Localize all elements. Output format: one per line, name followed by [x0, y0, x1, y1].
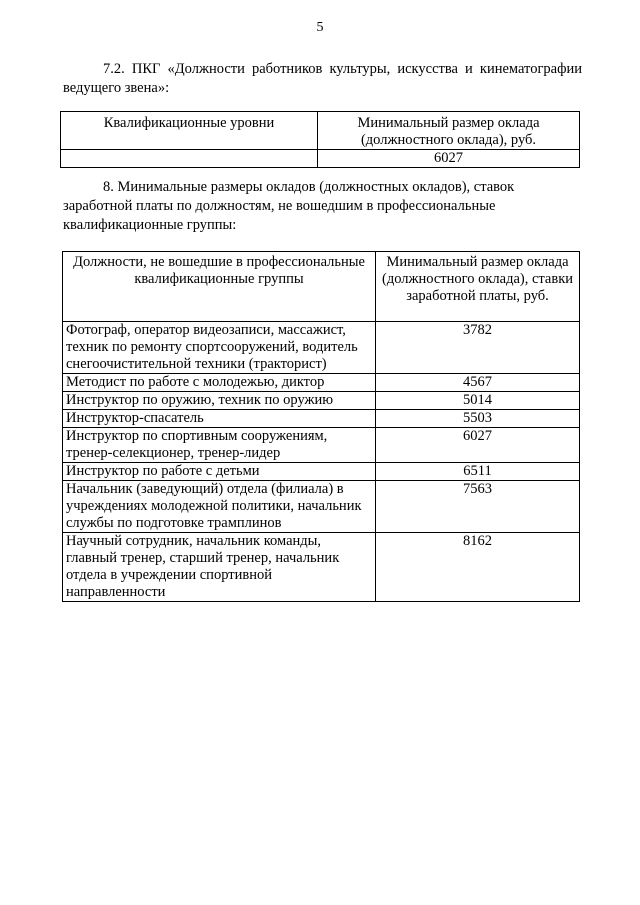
section-8-line: квалификационные группы:: [63, 217, 237, 233]
table-row: [63, 410, 580, 428]
table-row: [63, 374, 580, 392]
header-min-salary: Минимальный размер оклада (должностного оклада), руб.: [318, 112, 580, 150]
salary-cell: 5014: [376, 392, 580, 410]
position-cell: Инструктор по спортивным сооружениям, тренер-селекционер, тренер-лидер: [63, 428, 376, 463]
section-7-2-heading: 7.2. ПКГ «Должности работников культуры, искусства и кинематографии ведущего звена»:: [63, 61, 582, 96]
position-cell: Инструктор по оружию, техник по оружию: [63, 392, 376, 410]
salary-cell: 4567: [376, 374, 580, 392]
table-row: [63, 428, 580, 463]
section-8-line: 8. Минимальные размеры окладов (должностных окладов), ставок: [103, 179, 515, 195]
salary-cell: 6027: [376, 428, 580, 463]
table-cell: [61, 150, 318, 168]
table-header-row: [61, 112, 580, 150]
table-cell: 6027: [318, 150, 580, 168]
table-row: [63, 481, 580, 533]
position-cell: Инструктор по работе с детьми: [63, 463, 376, 481]
position-cell: Методист по работе с молодежью, диктор: [63, 374, 376, 392]
salary-cell: 8162: [376, 533, 580, 602]
table-non-group-positions: [62, 251, 580, 602]
section-8-line: заработной платы по должностям, не вошедшим в профессиональные: [63, 198, 496, 214]
header-positions: Должности, не вошедшие в профессиональные квалификационные группы: [63, 252, 376, 322]
salary-cell: 5503: [376, 410, 580, 428]
table-header-row: [63, 252, 580, 322]
table-pkg-culture: [60, 111, 580, 168]
position-cell: Фотограф, оператор видеозаписи, массажист, техник по ремонту спортсооружений, водитель снегоочистительной техники (тракторист): [63, 322, 376, 374]
salary-cell: 7563: [376, 481, 580, 533]
table-row: [63, 533, 580, 602]
header-qualification-levels: Квалификационные уровни: [61, 112, 318, 150]
table-row: [63, 392, 580, 410]
position-cell: Научный сотрудник, начальник команды, главный тренер, старший тренер, начальник отдела в учреждении спортивной направленности: [63, 533, 376, 602]
section-8-text: [63, 178, 582, 235]
page-number: 5: [316, 20, 324, 35]
salary-cell: 3782: [376, 322, 580, 374]
position-cell: Инструктор-спасатель: [63, 410, 376, 428]
table-row: [63, 322, 580, 374]
table-row: [63, 463, 580, 481]
salary-cell: 6511: [376, 463, 580, 481]
table-row: [61, 150, 580, 168]
header-min-salary-rate: Минимальный размер оклада (должностного оклада), ставки заработной платы, руб.: [376, 252, 580, 322]
position-cell: Начальник (заведующий) отдела (филиала) в учреждениях молодежной политики, начальник службы по подготовке трамплинов: [63, 481, 376, 533]
